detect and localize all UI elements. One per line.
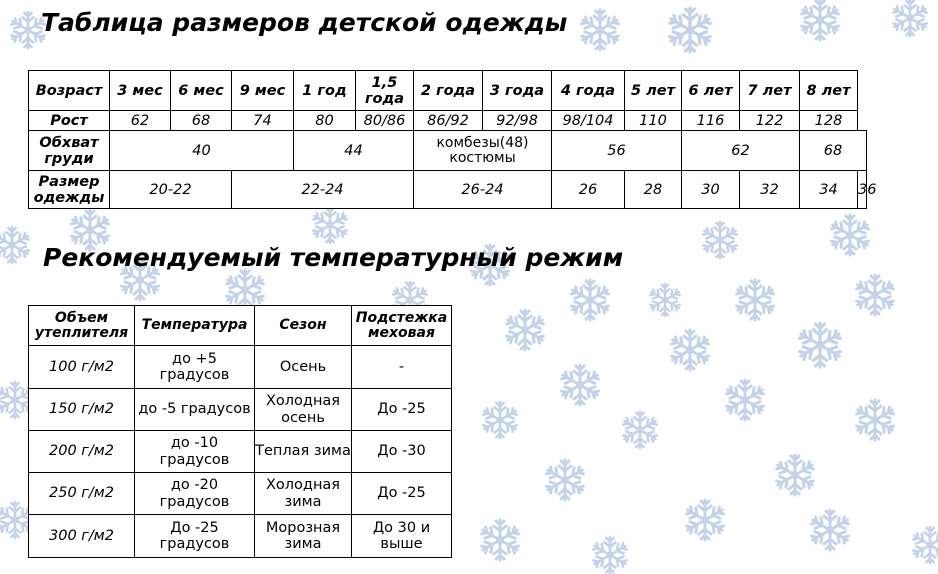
height-header: Рост xyxy=(29,111,110,131)
height-cell: 92/98 xyxy=(483,111,552,131)
fur-lining-cell: До 30 и выше xyxy=(352,515,452,558)
season-cell: Морозная зима xyxy=(255,515,352,558)
snowflake-icon xyxy=(725,380,766,420)
height-cell: 128 xyxy=(800,111,858,131)
chest-header: Обхват груди xyxy=(29,131,110,171)
insulation-cell: 250 г/м2 xyxy=(29,473,135,515)
chest-cell: 44 xyxy=(294,131,414,171)
chest-row xyxy=(29,131,867,171)
snowflake-icon xyxy=(312,207,349,243)
insulation-cell: 200 г/м2 xyxy=(29,431,135,473)
snowflake-icon xyxy=(830,215,871,255)
chest-cell: 68 xyxy=(800,131,867,171)
snowflake-icon xyxy=(685,500,726,540)
snowflake-icon xyxy=(560,365,601,405)
age-cell: 9 мес xyxy=(232,71,294,111)
fur-lining-cell: До -25 xyxy=(352,473,452,515)
snowflake-icon xyxy=(670,330,711,370)
chest-cell-overalls: комбезы(48) костюмы xyxy=(414,131,552,171)
clothing-size-cell: 26 xyxy=(552,171,625,209)
clothing-size-cell: 34 xyxy=(800,171,858,209)
snowflake-icon xyxy=(592,537,629,573)
height-cell: 110 xyxy=(625,111,682,131)
table-row xyxy=(29,431,452,473)
season-cell: Осень xyxy=(255,346,352,389)
temperature-cell: До -25 градусов xyxy=(135,515,255,558)
snowflake-icon xyxy=(580,10,621,50)
temperature-header-row xyxy=(29,306,452,346)
height-cell: 116 xyxy=(682,111,740,131)
temperature-header: Температура xyxy=(135,306,255,346)
season-cell: Холодная осень xyxy=(255,389,352,431)
temperature-title: Рекомендуемый температурный режим xyxy=(43,243,624,272)
snowflake-icon xyxy=(668,8,713,52)
snowflake-icon xyxy=(505,310,546,350)
snowflake-icon xyxy=(622,412,659,448)
age-cell: 6 мес xyxy=(171,71,232,111)
age-cell: 1,5 года xyxy=(356,71,414,111)
age-cell: 6 лет xyxy=(682,71,740,111)
insulation-cell: 150 г/м2 xyxy=(29,389,135,431)
temperature-cell: до -10 градусов xyxy=(135,431,255,473)
age-cell: 7 лет xyxy=(740,71,800,111)
insulation-header: Объем утеплителя xyxy=(29,306,135,346)
snowflake-icon xyxy=(810,510,851,550)
age-cell: 2 года xyxy=(414,71,483,111)
height-row xyxy=(29,111,867,131)
temperature-cell: до -20 градусов xyxy=(135,473,255,515)
age-cell: 1 год xyxy=(294,71,356,111)
snowflake-icon xyxy=(649,284,682,316)
clothing-size-cell: 26-24 xyxy=(414,171,552,209)
age-cell: 8 лет xyxy=(800,71,858,111)
chest-cell: 56 xyxy=(552,131,682,171)
snowflake-icon xyxy=(800,0,841,40)
age-row xyxy=(29,71,867,111)
table-row xyxy=(29,473,452,515)
table-row xyxy=(29,389,452,431)
clothing-size-cell: 36 xyxy=(858,171,867,209)
height-cell: 68 xyxy=(171,111,232,131)
clothing-size-cell: 22-24 xyxy=(232,171,414,209)
age-cell: 3 года xyxy=(483,71,552,111)
height-cell: 86/92 xyxy=(414,111,483,131)
height-cell: 98/104 xyxy=(552,111,625,131)
age-cell: 4 года xyxy=(552,71,625,111)
fur-lining-header: Подстежка меховая xyxy=(352,306,452,346)
snowflake-icon xyxy=(482,402,519,438)
snowflake-icon xyxy=(570,280,611,320)
snowflake-icon xyxy=(855,400,896,440)
season-cell: Холодная зима xyxy=(255,473,352,515)
clothing-size-row xyxy=(29,171,867,209)
fur-lining-cell: До -30 xyxy=(352,431,452,473)
chest-cell: 40 xyxy=(110,131,294,171)
fur-lining-cell: До -25 xyxy=(352,389,452,431)
snowflake-icon xyxy=(225,270,266,310)
temperature-table xyxy=(28,305,452,558)
insulation-cell: 300 г/м2 xyxy=(29,515,135,558)
age-cell: 5 лет xyxy=(625,71,682,111)
snowflake-icon xyxy=(702,222,739,258)
snowflake-icon xyxy=(892,0,929,36)
season-cell: Теплая зима xyxy=(255,431,352,473)
clothing-size-cell: 20-22 xyxy=(110,171,232,209)
clothing-size-cell: 28 xyxy=(625,171,682,209)
fur-lining-cell: - xyxy=(352,346,452,389)
age-cell: 3 мес xyxy=(110,71,171,111)
snowflake-icon xyxy=(0,227,30,263)
clothing-size-header: Размер одежды xyxy=(29,171,110,209)
snowflake-icon xyxy=(735,280,776,320)
snowflake-icon xyxy=(775,455,816,495)
size-chart-table xyxy=(28,70,877,209)
size-chart-title: Таблица размеров детской одежды xyxy=(41,8,568,37)
chest-cell: 62 xyxy=(682,131,800,171)
snowflake-icon xyxy=(912,527,938,563)
clothing-size-cell: 30 xyxy=(682,171,740,209)
temperature-cell: до -5 градусов xyxy=(135,389,255,431)
age-header: Возраст xyxy=(29,71,110,111)
snowflake-icon xyxy=(855,275,896,315)
height-cell: 80/86 xyxy=(356,111,414,131)
height-cell: 122 xyxy=(740,111,800,131)
insulation-cell: 100 г/м2 xyxy=(29,346,135,389)
temperature-cell: до +5 градусов xyxy=(135,346,255,389)
height-cell: 80 xyxy=(294,111,356,131)
snowflake-icon xyxy=(545,460,586,500)
height-cell: 62 xyxy=(110,111,171,131)
clothing-size-cell: 32 xyxy=(740,171,800,209)
height-cell: 74 xyxy=(232,111,294,131)
table-row xyxy=(29,515,452,558)
table-row xyxy=(29,346,452,389)
season-header: Сезон xyxy=(255,306,352,346)
snowflake-icon xyxy=(480,520,521,560)
snowflake-icon xyxy=(798,323,843,367)
